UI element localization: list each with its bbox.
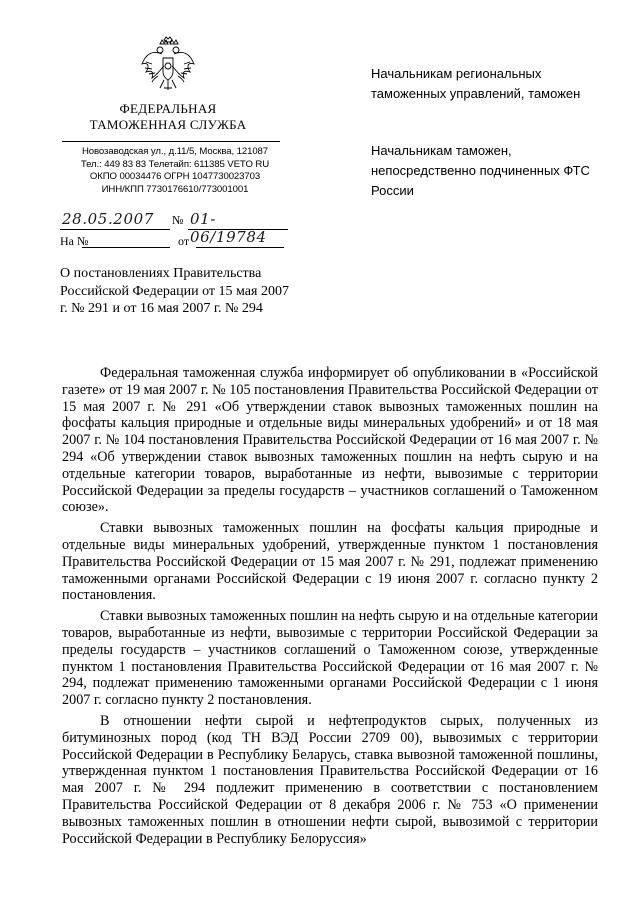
agency-name-line-2: ТАМОЖЕННАЯ СЛУЖБА bbox=[89, 117, 247, 132]
letter-subject: О постановлениях Правительства Российской Федерации от 15 мая 2007 г. № 291 и от 16 мая 2007 г. № 294 bbox=[60, 266, 289, 316]
reference-date-blank bbox=[196, 247, 284, 248]
contact-phones: Тел.: 449 83 83 Телетайп: 611385 VETO RU bbox=[80, 158, 270, 170]
number-underline bbox=[188, 229, 288, 230]
addressee-customs-chiefs: Начальникам таможен, непосредственно подчиненных ФТС России bbox=[371, 143, 590, 198]
registration-number: 01-06/19784 bbox=[190, 210, 267, 246]
contact-details bbox=[62, 146, 288, 196]
contact-inn-kpp: ИНН/КПП 7730176610/773001001 bbox=[101, 183, 249, 195]
agency-name bbox=[70, 101, 266, 133]
body-paragraph: Ставки вывозных таможенных пошлин на фосфаты кальция природные и отдельные виды минеральных удобрений, утвержденные пунктом 1 постановления Правительства Российской Федерации от 15 мая 2007 г. № 291, подлежат применению таможенными органами Российской Федерации с 19 июня 2007 г. согласно пункту 2 постановления. bbox=[62, 520, 598, 604]
body-paragraph: В отношении нефти сырой и нефтепродуктов сырых, полученных из битуминозных пород (код ТН ВЭД России 2709 00), вывозимых с территории Российской Федерации в Республику Беларусь, ставка вывозной таможенной пошлины, утвержденная пунктом 1 постановления Правительства Российской Федерации от 16 мая 2007 г. № 294 подлежит применению в соответствии с постановлением Правительства Российской Федерации от 8 декабря 2006 г. № 753 «О применении вывозных таможенных пошлин в отношении нефти сырой, вывозимой с территории Российской Федерации в Республику Белоруссия» bbox=[62, 712, 598, 847]
double-headed-eagle-emblem-icon bbox=[138, 36, 198, 96]
agency-name-line-1: ФЕДЕРАЛЬНАЯ bbox=[119, 101, 217, 116]
addressee-regional-offices: Начальникам региональных таможенных управлений, таможен bbox=[371, 66, 581, 101]
registration-date: 28.05.2007 bbox=[62, 210, 154, 228]
reference-number-blank bbox=[82, 247, 170, 248]
body-paragraph: Федеральная таможенная служба информирует об опубликовании в «Российской газете» от 19 мая 2007 г. № 105 постановления Правительства Российской Федерации от 15 мая 2007 г. № 291 «Об утверждении ставок вывозных таможенных пошлин на фосфаты кальция природные и отдельные виды минеральных удобрений» и от 18 мая 2007 г. № 104 постановления Правительства Российской Федерации от 16 мая 2007 г. № 294 «Об утверждении ставок вывозных таможенных пошлин на нефть сырую и на отдельные категории товаров, выработанные из нефти, вывозимые с территории Российской Федерации за пределы государств – участников соглашений о Таможенном союзе». bbox=[62, 365, 598, 516]
agency-divider bbox=[62, 141, 280, 142]
reference-date-label: от bbox=[178, 234, 190, 248]
contact-address: Новозаводская ул., д.11/5, Москва, 121087 bbox=[81, 146, 269, 157]
registration-number-label: № bbox=[172, 213, 184, 227]
reference-row bbox=[60, 234, 290, 252]
contact-okpo-ogrn: ОКПО 00034476 ОГРН 1047730023703 bbox=[89, 171, 261, 182]
reference-number-label: На № bbox=[60, 234, 89, 248]
date-underline bbox=[60, 229, 170, 230]
letter-body bbox=[62, 365, 598, 851]
body-paragraph: Ставки вывозных таможенных пошлин на нефть сырую и на отдельные категории товаров, выработанные из нефти, вывозимые с территории Российской Федерации за пределы государств – участников соглашений о Таможенном союзе, утвержденные пунктом 1 постановления Правительства Российской Федерации от 16 мая 2007 г. № 294, подлежат применению таможенными органами Российской Федерации с 1 июня 2007 г. согласно пункту 2 постановления. bbox=[62, 608, 598, 709]
